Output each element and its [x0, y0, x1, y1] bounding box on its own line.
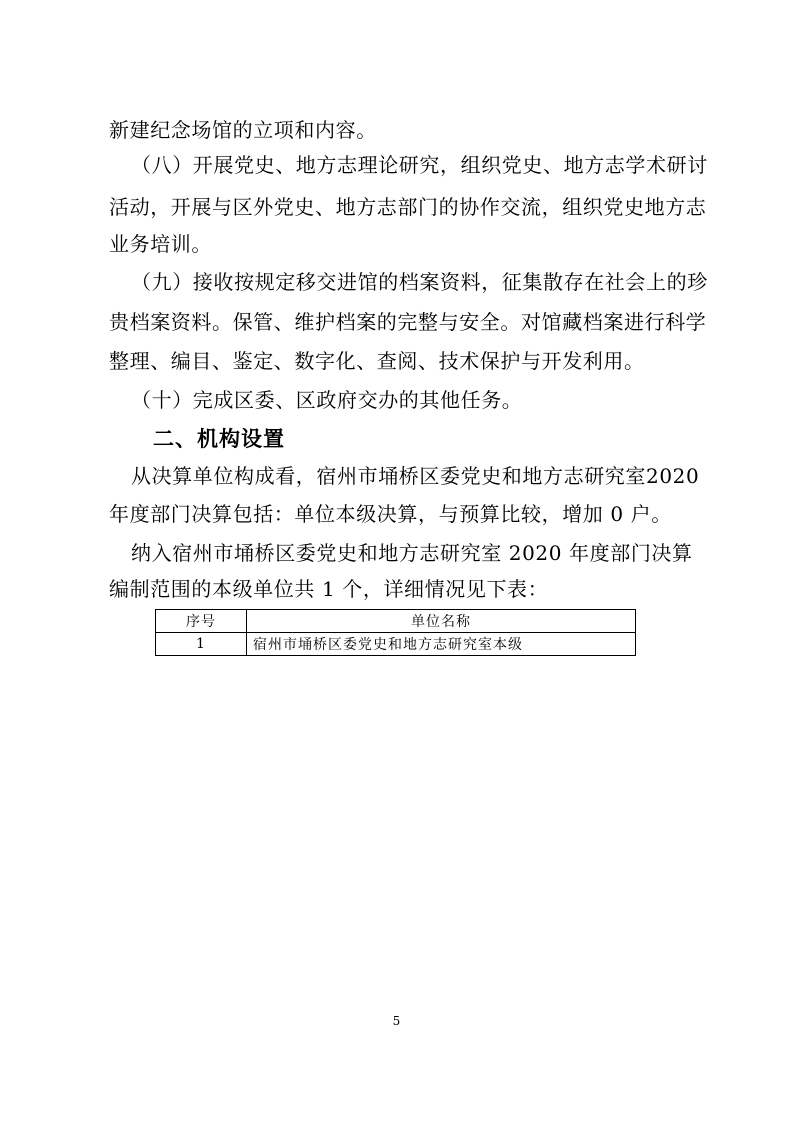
paragraph-line: （十）完成区委、区政府交办的其他任务。 — [131, 388, 523, 412]
section-heading: 二、机构设置 — [153, 427, 285, 451]
page-number: 5 — [392, 1014, 401, 1028]
table-header-index: 序号 — [156, 610, 247, 633]
paragraph-line: 活动，开展与区外党史、地方志部门的协作交流，组织党史地方志 — [109, 195, 707, 219]
table-header-row — [156, 610, 636, 633]
table-cell-index: 1 — [156, 633, 247, 656]
table-cell-unit-name: 宿州市埇桥区委党史和地方志研究室本级 — [247, 633, 636, 656]
unit-table — [155, 609, 636, 656]
paragraph-line: （九）接收按规定移交进馆的档案资料，征集散存在社会上的珍 — [131, 270, 708, 294]
paragraph-line: 纳入宿州市埇桥区委党史和地方志研究室 2020 年度部门决算 — [131, 541, 693, 565]
table-header-unit-name: 单位名称 — [247, 610, 636, 633]
paragraph-line: 新建纪念场馆的立项和内容。 — [109, 118, 377, 142]
paragraph-line: 编制范围的本级单位共 1 个，详细情况见下表： — [109, 577, 549, 601]
paragraph-line: （八）开展党史、地方志理论研究，组织党史、地方志学术研讨 — [131, 153, 708, 177]
paragraph-line: 从决算单位构成看，宿州市埇桥区委党史和地方志研究室2020 — [131, 464, 700, 488]
paragraph-line: 贵档案资料。保管、维护档案的完整与安全。对馆藏档案进行科学 — [109, 310, 707, 334]
paragraph-line: 整理、编目、鉴定、数字化、查阅、技术保护与开发利用。 — [109, 349, 645, 373]
paragraph-line: 业务培训。 — [109, 232, 212, 256]
paragraph-line: 年度部门决算包括：单位本级决算，与预算比较，增加 0 户。 — [109, 502, 672, 526]
table-row — [156, 633, 636, 656]
